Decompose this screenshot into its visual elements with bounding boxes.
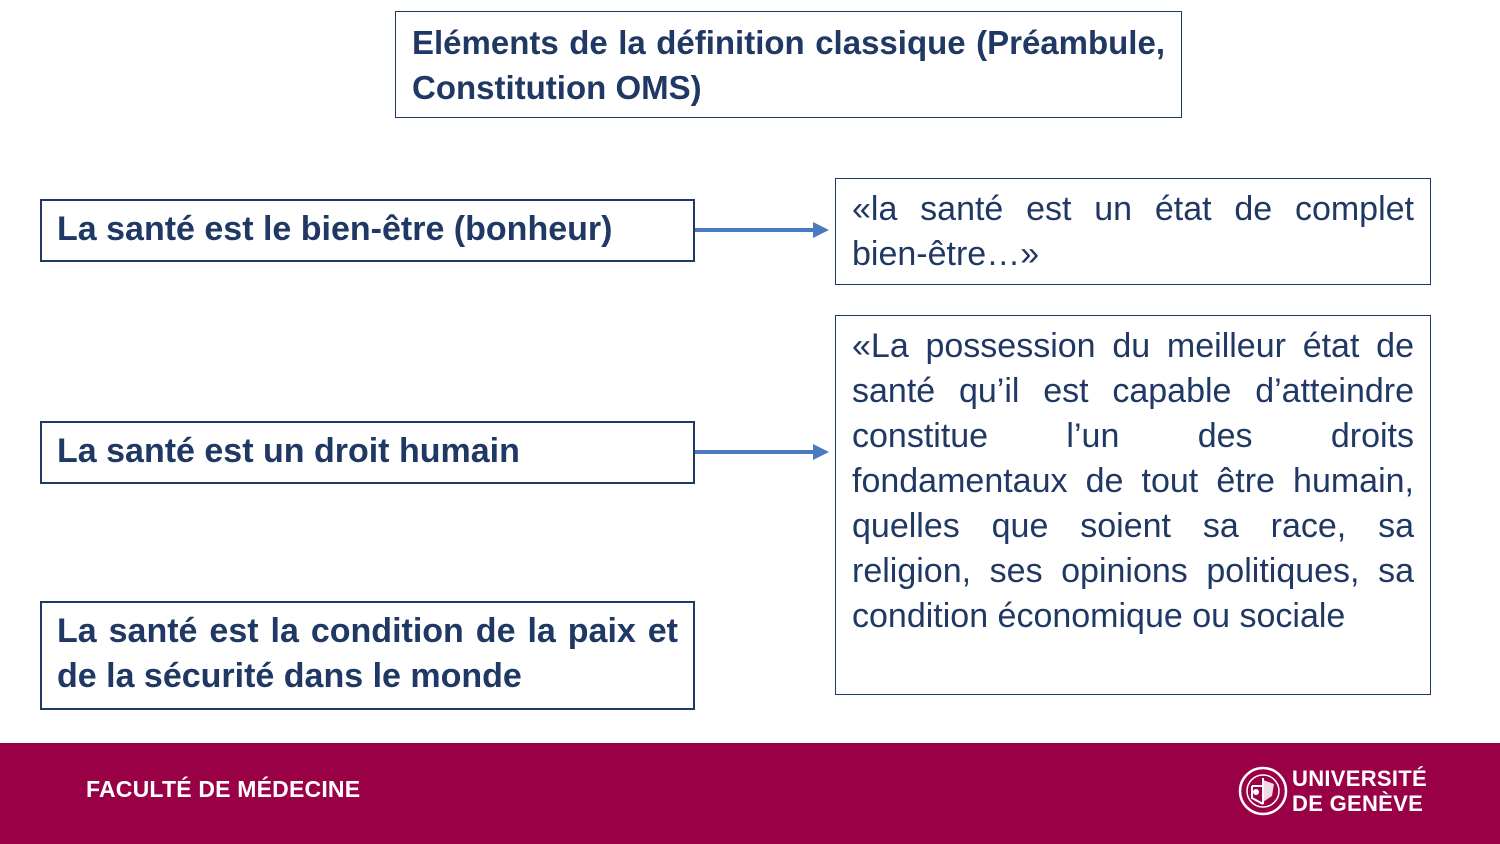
university-line2: DE GENÈVE: [1292, 791, 1424, 816]
quote-box-human-right: «La possession du meilleur état de santé qu’il est capable d’atteindre constitue l’un des droits fondamentaux de tout être humain, quelles que soient sa race, sa religion, ses opinions politiques, sa condition économique ou sociale: [835, 315, 1431, 695]
arrow-right-icon: [695, 442, 835, 462]
quote-box-wellbeing: «la santé est un état de complet bien-être…»: [835, 178, 1431, 285]
university-logo-text: [1292, 766, 1427, 816]
concept-box-wellbeing: La santé est le bien-être (bonheur): [40, 199, 695, 262]
university-seal-icon: [1238, 766, 1288, 816]
university-line1: UNIVERSITÉ: [1292, 766, 1428, 791]
arrow-right-icon: [695, 220, 835, 240]
slide-title: Eléments de la définition classique (Préambule, Constitution OMS): [395, 11, 1182, 118]
concept-box-human-right: La santé est un droit humain: [40, 421, 695, 484]
concept-box-peace-security: La santé est la condition de la paix et de la sécurité dans le monde: [40, 601, 695, 710]
faculty-label: FACULTÉ DE MÉDECINE: [86, 776, 361, 802]
